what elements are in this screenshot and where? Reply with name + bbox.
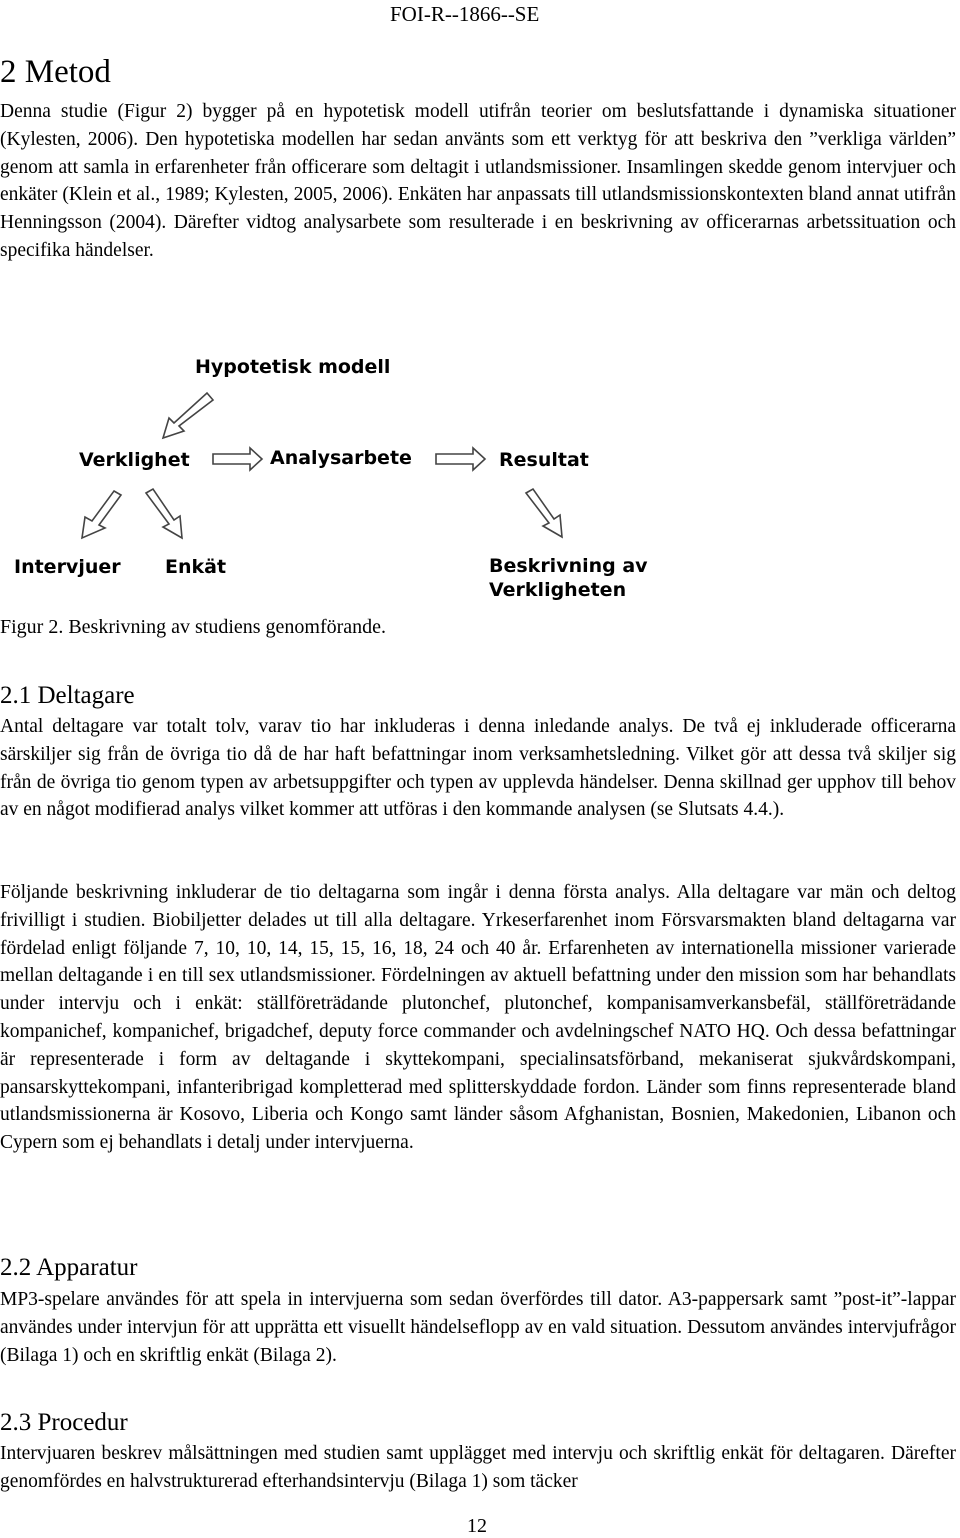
participants-paragraph-1: Antal deltagare var totalt tolv, varav tio har inkluderas i denna inledande analys. De två ej inkluderade officerarna särskiljer sig från de övriga tio då de har haft befattningar inom verksamhetsledning. Vilket gör att dessa två skiljer sig från de övriga tio genom typen av arbetsuppgifter och typen av upplevda händelser. Denna skillnad ger upphov till behov av en något modifierad analys vilket kommer att utföras i den kommande analysen (se Slutsats 4.4.).: [0, 716, 956, 821]
section-title-procedure: 2.3 Procedur: [0, 1409, 128, 1436]
figure-label-reality: Verklighet: [79, 449, 190, 471]
figure-label-description-line2: Verkligheten: [489, 579, 627, 601]
document-id-header: FOI-R--1866--SE: [390, 2, 540, 26]
arrow-reality-to-survey-icon: [146, 489, 182, 538]
figure-arrows: [0, 340, 960, 610]
participants-paragraph-2: Följande beskrivning inkluderar de tio deltagarna som ingår i denna första analys. Alla deltagare var män och deltog frivilligt i studien. Biobiljetter delades ut till alla deltagare. Yrkeserfarenhet inom Försvarsmakten bland deltagarna var fördelad enligt följande 7, 10, 10, 14, 15, 15, 16, 18, 24 och 40 år. Erfarenheten av internationella missioner varierade mellan deltagande i en till sex utlandsmissioner. Fördelningen av aktuell befattning under den mission som har behandlats under intervju och i enkät: ställföreträdande plutonchef, plutonchef, kompanisamverkansbefäl, ställföreträdande kompanichef, kompanichef, brigadchef, deputy force commander och avdelningschef NATO HQ. Och dessa befattningar är representerade i form av deltagande i skyttekompani, specialinsatsförband, mekaniserat sjukvårdskompani, pansarskyttekompani, infanteribrigad kompletterad med splitterskyddade fordon. Länder som finns representerade bland utlandsmissionerna är Kosovo, Liberia och Kongo samt länder såsom Afghanistan, Bosnien, Makedonien, Libanon och Cypern som ej behandlats i detalj under intervjuerna.: [0, 882, 956, 1154]
page-number: 12: [467, 1515, 487, 1537]
figure-label-survey: Enkät: [165, 556, 227, 578]
arrow-model-to-reality-icon: [163, 393, 213, 438]
figure-label-description-line1: Beskrivning av: [489, 555, 648, 577]
figure-label-result: Resultat: [499, 449, 589, 471]
figure-label-analysis: Analysarbete: [270, 447, 412, 469]
procedure-paragraph: Intervjuaren beskrev målsättningen med studien samt upplägget med intervju och skriftlig enkät för deltagaren. Därefter genomfördes en halvstrukturerad efterhandsintervju (Bilaga 1) som täcker: [0, 1443, 956, 1492]
figure-label-hypothetical-model: Hypotetisk modell: [195, 356, 391, 378]
section-title-participants: 2.1 Deltagare: [0, 682, 135, 709]
section-title-metod: 2 Metod: [0, 54, 111, 90]
arrow-analysis-to-result-icon: [436, 448, 485, 470]
arrow-reality-to-analysis-icon: [213, 448, 262, 470]
apparatus-paragraph: MP3-spelare användes för att spela in intervjuerna som sedan överfördes till dator. A3-pappersark samt ”post-it”-lappar användes under intervjun för att upprätta ett visuellt händelseflopp av en vald situation. Dessutom användes intervjufrågor (Bilaga 1) och en skriftlig enkät (Bilaga 2).: [0, 1289, 956, 1366]
section-title-apparatus: 2.2 Apparatur: [0, 1254, 138, 1281]
method-figure: [0, 340, 960, 610]
figure-label-interviews: Intervjuer: [14, 556, 121, 578]
figure-caption: Figur 2. Beskrivning av studiens genomförande.: [0, 616, 387, 638]
arrow-reality-to-interviews-icon: [82, 491, 121, 538]
arrow-result-to-description-icon: [526, 489, 562, 537]
metod-paragraph: Denna studie (Figur 2) bygger på en hypotetisk modell utifrån teorier om beslutsfattande i dynamiska situationer (Kylesten, 2006). Den hypotetiska modellen har sedan använts som ett verktyg för att beskriva den ”verkliga världen” genom att samla in erfarenheter från officerare som deltagit i utlandsmissioner. Insamlingen skedde genom intervjuer och enkäter (Klein et al., 1989; Kylesten, 2005, 2006). Enkäten har anpassats till utlandsmissionskontexten bland annat utifrån Henningsson (2004). Därefter vidtog analysarbete som resulterade i en beskrivning av officerarnas arbetssituation och specifika händelser.: [0, 101, 956, 261]
